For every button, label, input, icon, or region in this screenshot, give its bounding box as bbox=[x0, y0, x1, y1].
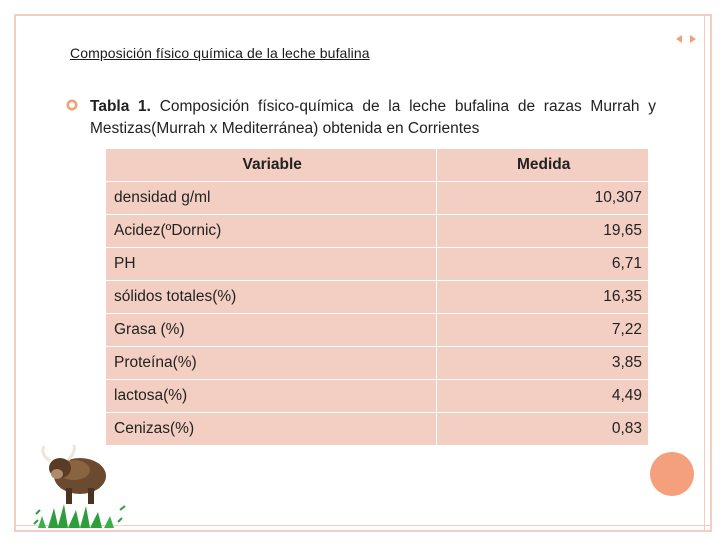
table-row bbox=[106, 281, 649, 314]
table-row bbox=[106, 380, 649, 413]
cell-medida: 6,71 bbox=[437, 248, 649, 281]
cell-medida: 19,65 bbox=[437, 215, 649, 248]
slide-title: Composición físico química de la leche bufalina bbox=[70, 45, 370, 61]
cell-medida: 16,35 bbox=[437, 281, 649, 314]
prev-slide-arrow-icon[interactable] bbox=[676, 35, 682, 43]
table-row bbox=[106, 314, 649, 347]
table-row bbox=[106, 413, 649, 446]
cell-variable: PH bbox=[106, 248, 437, 281]
cell-variable: Acidez(ºDornic) bbox=[106, 215, 437, 248]
next-slide-arrow-icon[interactable] bbox=[690, 35, 696, 43]
cell-variable: sólidos totales(%) bbox=[106, 281, 437, 314]
buffalo-clipart-icon bbox=[30, 436, 130, 531]
header-medida: Medida bbox=[437, 149, 649, 182]
composition-table bbox=[105, 148, 649, 446]
cell-medida: 3,85 bbox=[437, 347, 649, 380]
table-header-row bbox=[106, 149, 649, 182]
circle-ring-bullet-icon bbox=[66, 99, 78, 111]
decorative-orange-circle bbox=[650, 452, 694, 496]
cell-variable: Proteína(%) bbox=[106, 347, 437, 380]
frame-accent-line-right bbox=[704, 14, 705, 532]
header-variable: Variable bbox=[106, 149, 437, 182]
cell-variable: densidad g/ml bbox=[106, 182, 437, 215]
bullet-label: Tabla 1. bbox=[90, 98, 151, 115]
cell-medida: 7,22 bbox=[437, 314, 649, 347]
cell-medida: 10,307 bbox=[437, 182, 649, 215]
cell-variable: lactosa(%) bbox=[106, 380, 437, 413]
table-row bbox=[106, 215, 649, 248]
table-row bbox=[106, 248, 649, 281]
table-row bbox=[106, 182, 649, 215]
table-row bbox=[106, 347, 649, 380]
bullet-text bbox=[90, 96, 656, 140]
cell-medida: 4,49 bbox=[437, 380, 649, 413]
cell-variable: Grasa (%) bbox=[106, 314, 437, 347]
cell-medida: 0,83 bbox=[437, 413, 649, 446]
cell-variable: Cenizas(%) bbox=[106, 413, 437, 446]
bullet-body: Composición físico-química de la leche bufalina de razas Murrah y Mestizas(Murrah x Mediterránea) obtenida en Corrientes bbox=[90, 98, 656, 137]
